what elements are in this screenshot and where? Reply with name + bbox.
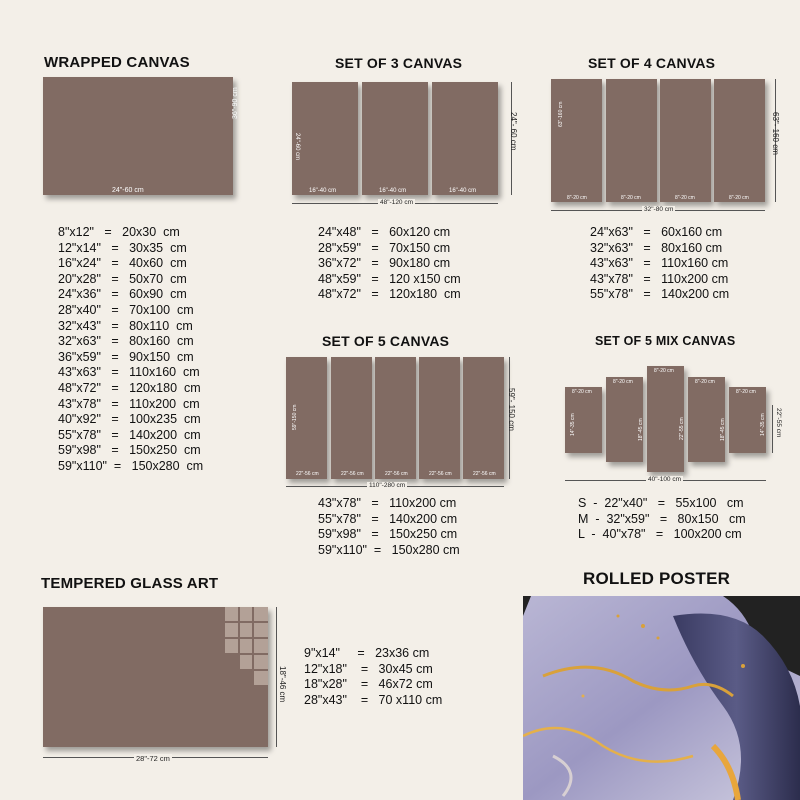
size-option: 36"x59" = 90x150 cm — [58, 349, 194, 364]
poster-title: ROLLED POSTER — [583, 569, 731, 588]
glass-title: TEMPERED GLASS ART — [41, 575, 219, 592]
set3-size-list — [318, 225, 461, 303]
wrapped-size-list — [58, 225, 203, 475]
set4-panel-dim: 8"-20 cm — [675, 195, 695, 201]
marble-art-graphic — [523, 596, 800, 800]
set5mix-panel-side: 18"-45 cm — [638, 418, 644, 441]
size-option: M - 32"x59" = 80x150 cm — [578, 511, 746, 526]
size-option: 32"x63" = 80x160 cm — [590, 240, 723, 255]
set5-panel-dim: 22"-56 cm — [429, 471, 452, 477]
set5mix-panel-side: 18"-45 cm — [720, 418, 726, 441]
size-option: 43"x63" = 110x160 cm — [590, 256, 729, 271]
set3-panel-dim: 16"-40 cm — [379, 188, 407, 194]
set4-panel — [714, 79, 765, 202]
set5mix-panel-side: 14"-35 cm — [570, 413, 576, 436]
set5-panel-height: 59"-150 cm — [292, 404, 298, 430]
size-option: 8"x12" = 20x30 cm — [58, 225, 180, 239]
size-option: 9"x14" = 23x36 cm — [304, 646, 430, 660]
set5-width-dim: 110"-280 cm — [369, 482, 406, 489]
size-option: 18"x28" = 46x72 cm — [304, 677, 433, 692]
set5-panel-dim: 22"-56 cm — [341, 471, 364, 477]
set4-height-dim: 63"- 160 cm — [771, 112, 780, 155]
size-option: 48"x59" = 120 x150 cm — [318, 271, 461, 286]
set5-panel — [331, 357, 372, 479]
size-option: 12"x14" = 30x35 cm — [58, 240, 187, 255]
size-option: 48"x72" = 120x180 cm — [318, 287, 461, 302]
size-option: 28"x43" = 70 x110 cm — [304, 692, 443, 707]
size-option: 59"x110" = 150x280 cm — [58, 458, 204, 473]
set5mix-panel-top: 8"-20 cm — [695, 379, 715, 385]
set3-panel-height: 24"-60 cm — [294, 133, 300, 161]
set3-height-dim: 24"- 60 cm — [509, 112, 518, 151]
size-option: 20"x28" = 50x70 cm — [58, 271, 187, 286]
set4-panel — [660, 79, 711, 202]
glass-mockup — [43, 607, 268, 747]
size-option: L - 40"x78" = 100x200 cm — [578, 527, 742, 542]
set3-panel-dim: 16"-40 cm — [449, 188, 477, 194]
set4-width-dim: 32"-80 cm — [644, 206, 674, 213]
set4-panel-height: 63"-160 cm — [558, 101, 564, 127]
set5mix-size-list — [578, 496, 746, 543]
set3-panel — [362, 82, 428, 195]
set4-panel-dim: 8"-20 cm — [567, 195, 587, 201]
size-option: 16"x24" = 40x60 cm — [58, 256, 187, 271]
set5mix-panel-top: 8"-20 cm — [736, 389, 756, 395]
wrapped-canvas-title: WRAPPED CANVAS — [44, 54, 190, 71]
set4-panel-dim: 8"-20 cm — [729, 195, 749, 201]
set5-height-dim: 59"- 150 cm — [507, 388, 516, 431]
size-option: 59"x98" = 150x250 cm — [318, 527, 458, 542]
set4-panel — [606, 79, 657, 202]
size-option: 36"x72" = 90x180 cm — [318, 256, 451, 271]
set5-title: SET OF 5 CANVAS — [322, 333, 450, 349]
size-option: 55"x78" = 140x200 cm — [590, 287, 730, 302]
wrapped-canvas-mockup — [43, 77, 233, 195]
set5-panel — [375, 357, 416, 479]
size-option: S - 22"x40" = 55x100 cm — [578, 496, 744, 510]
size-option: 59"x98" = 150x250 cm — [58, 443, 201, 458]
set4-size-list — [590, 225, 729, 303]
set5mix-height-line — [772, 405, 773, 453]
set5-panel-dim: 22"-56 cm — [473, 471, 496, 477]
size-option: 24"x48" = 60x120 cm — [318, 225, 451, 239]
set5mix-width-dim: 40"-100 cm — [648, 476, 682, 483]
set4-panel — [551, 79, 602, 202]
set3-title: SET OF 3 CANVAS — [335, 55, 463, 71]
glass-height-dim: 18"-46 cm — [278, 666, 287, 703]
size-option: 24"x36" = 60x90 cm — [58, 287, 187, 302]
size-option: 40"x92" = 100x235 cm — [58, 412, 201, 427]
glass-height-line — [276, 607, 277, 747]
size-option: 32"x63" = 80x160 cm — [58, 334, 194, 349]
size-option: 28"x59" = 70x150 cm — [318, 240, 451, 255]
size-option: 32"x43" = 80x110 cm — [58, 318, 193, 333]
glass-size-list — [304, 646, 442, 708]
size-option: 12"x18" = 30x45 cm — [304, 661, 433, 676]
size-option: 24"x63" = 60x160 cm — [590, 225, 723, 239]
size-option: 55"x78" = 140x200 cm — [58, 427, 201, 442]
rolled-poster-image — [523, 596, 800, 800]
set4-title: SET OF 4 CANVAS — [588, 55, 716, 71]
set5mix-panel-side: 14"-35 cm — [760, 413, 766, 436]
set5mix-panel-top: 8"-20 cm — [572, 389, 592, 395]
set3-width-dim: 48"-120 cm — [380, 199, 414, 206]
set3-panel — [292, 82, 358, 195]
set4-panel-dim: 8"-20 cm — [621, 195, 641, 201]
glass-width-dim: 28"-72 cm — [136, 754, 170, 763]
glass-reflection — [225, 607, 268, 702]
size-option: 43"x78" = 110x200 cm — [58, 396, 200, 411]
set5mix-panel-top: 8"-20 cm — [613, 379, 633, 385]
set5-panel — [463, 357, 504, 479]
wrapped-width-dim: 24"-60 cm — [112, 187, 144, 194]
size-option: 43"x63" = 110x160 cm — [58, 365, 200, 380]
set5mix-panel-top: 8"-20 cm — [654, 368, 674, 374]
set5mix-title: SET OF 5 MIX CANVAS — [595, 334, 736, 348]
size-option: 43"x78" = 110x200 cm — [318, 496, 457, 510]
set5mix-panel-side: 22"-55 cm — [679, 417, 685, 440]
set5-panel-dim: 22"-56 cm — [385, 471, 408, 477]
size-option: 59"x110" = 150x280 cm — [318, 542, 460, 557]
set5-size-list — [318, 496, 460, 558]
wrapped-height-dim: 36"-90 cm — [232, 87, 239, 119]
size-option: 43"x78" = 110x200 cm — [590, 271, 729, 286]
size-option: 48"x72" = 120x180 cm — [58, 380, 201, 395]
size-option: 55"x78" = 140x200 cm — [318, 511, 458, 526]
set5-panel-dim: 22"-56 cm — [296, 471, 319, 477]
size-option: 28"x40" = 70x100 cm — [58, 302, 194, 317]
set3-panel-dim: 16"-40 cm — [309, 188, 337, 194]
set3-panel — [432, 82, 498, 195]
set5-panel — [419, 357, 460, 479]
set5mix-height-dim: 22"-55 cm — [775, 408, 782, 438]
